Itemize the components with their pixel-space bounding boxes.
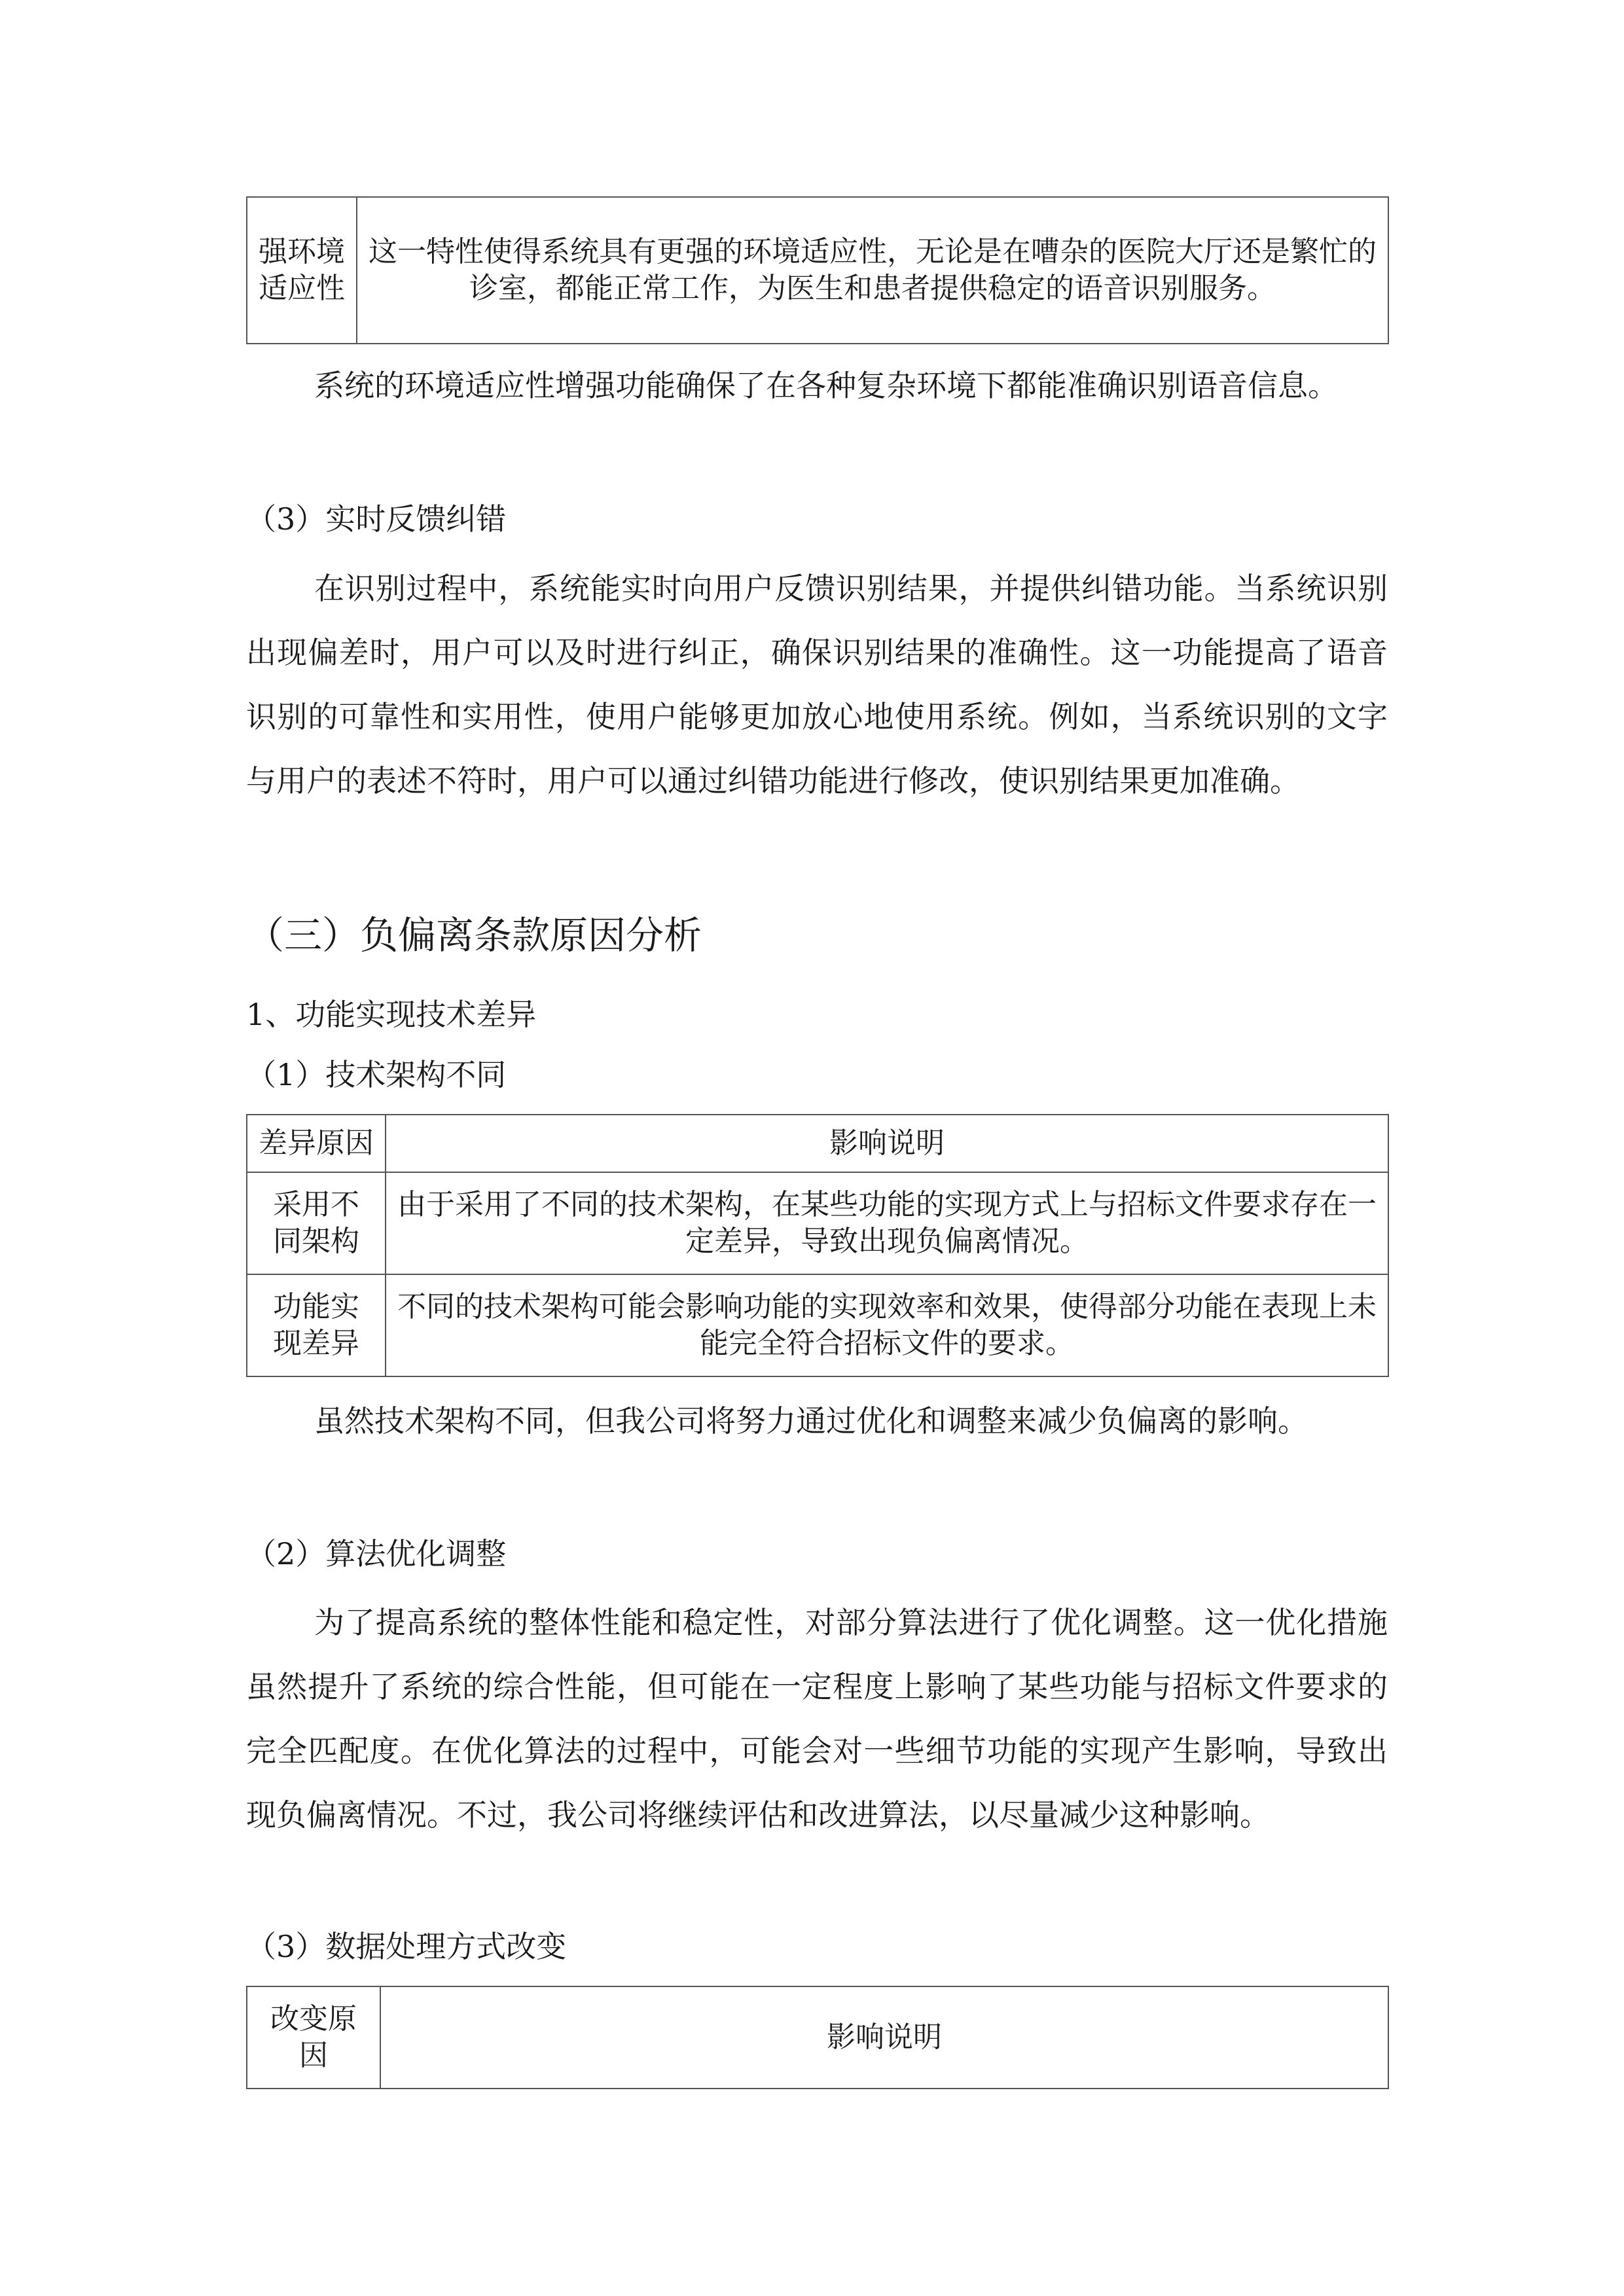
subheading-data-processing: （3）数据处理方式改变 bbox=[246, 1929, 567, 1964]
environment-adaptability-table bbox=[246, 196, 1389, 344]
table-cell-text: 由于采用了不同的技术架构，在某些功能的实现方式上与招标文件要求存在一定差异，导致出现负偏离情况。 bbox=[386, 1172, 1388, 1274]
table-row bbox=[247, 197, 1388, 344]
table-header-reason: 差异原因 bbox=[247, 1115, 386, 1172]
table-cell-label: 采用不同架构 bbox=[247, 1172, 386, 1274]
table-row bbox=[247, 1274, 1388, 1376]
paragraph-architecture-summary: 虽然技术架构不同，但我公司将努力通过优化和调整来减少负偏离的影响。 bbox=[314, 1403, 1308, 1439]
table-cell-label: 强环境适应性 bbox=[247, 197, 357, 344]
subheading-algorithm: （2）算法优化调整 bbox=[246, 1536, 507, 1571]
table-cell-label: 功能实现差异 bbox=[247, 1274, 386, 1376]
architecture-difference-table bbox=[246, 1114, 1389, 1377]
data-processing-table bbox=[246, 1986, 1389, 2089]
subheading-architecture: （1）技术架构不同 bbox=[246, 1057, 507, 1092]
table-cell-text: 不同的技术架构可能会影响功能的实现效率和效果，使得部分功能在表现上未能完全符合招标文件的要求。 bbox=[386, 1274, 1388, 1376]
section-title: （三）负偏离条款原因分析 bbox=[246, 913, 702, 958]
table-header-impact: 影响说明 bbox=[386, 1115, 1388, 1172]
subheading-tech-difference: 1、功能实现技术差异 bbox=[246, 997, 537, 1032]
table-header-impact: 影响说明 bbox=[380, 1986, 1388, 2089]
table-header-row bbox=[247, 1986, 1388, 2089]
paragraph-algorithm: 为了提高系统的整体性能和稳定性，对部分算法进行了优化调整。这一优化措施虽然提升了系统的综合性能，但可能在一定程度上影响了某些功能与招标文件要求的完全匹配度。在优化算法的过程中，可能会对一些细节功能的实现产生影响，导致出现负偏离情况。不过，我公司将继续评估和改进算法，以尽量减少这种影响。 bbox=[246, 1605, 1388, 1833]
table-header-row bbox=[247, 1115, 1388, 1172]
paragraph-realtime-feedback: 在识别过程中，系统能实时向用户反馈识别结果，并提供纠错功能。当系统识别出现偏差时，用户可以及时进行纠正，确保识别结果的准确性。这一功能提高了语音识别的可靠性和实用性，使用户能够更加放心地使用系统。例如，当系统识别的文字与用户的表述不符时，用户可以通过纠错功能进行修改，使识别结果更加准确。 bbox=[246, 571, 1388, 798]
table-row bbox=[247, 1172, 1388, 1274]
subheading-realtime-feedback: （3）实时反馈纠错 bbox=[246, 501, 507, 537]
table-cell-text: 这一特性使得系统具有更强的环境适应性，无论是在嘈杂的医院大厅还是繁忙的诊室，都能正常工作，为医生和患者提供稳定的语音识别服务。 bbox=[357, 197, 1388, 344]
table-header-reason: 改变原因 bbox=[247, 1986, 380, 2089]
paragraph-environment-summary: 系统的环境适应性增强功能确保了在各种复杂环境下都能准确识别语音信息。 bbox=[314, 368, 1338, 403]
